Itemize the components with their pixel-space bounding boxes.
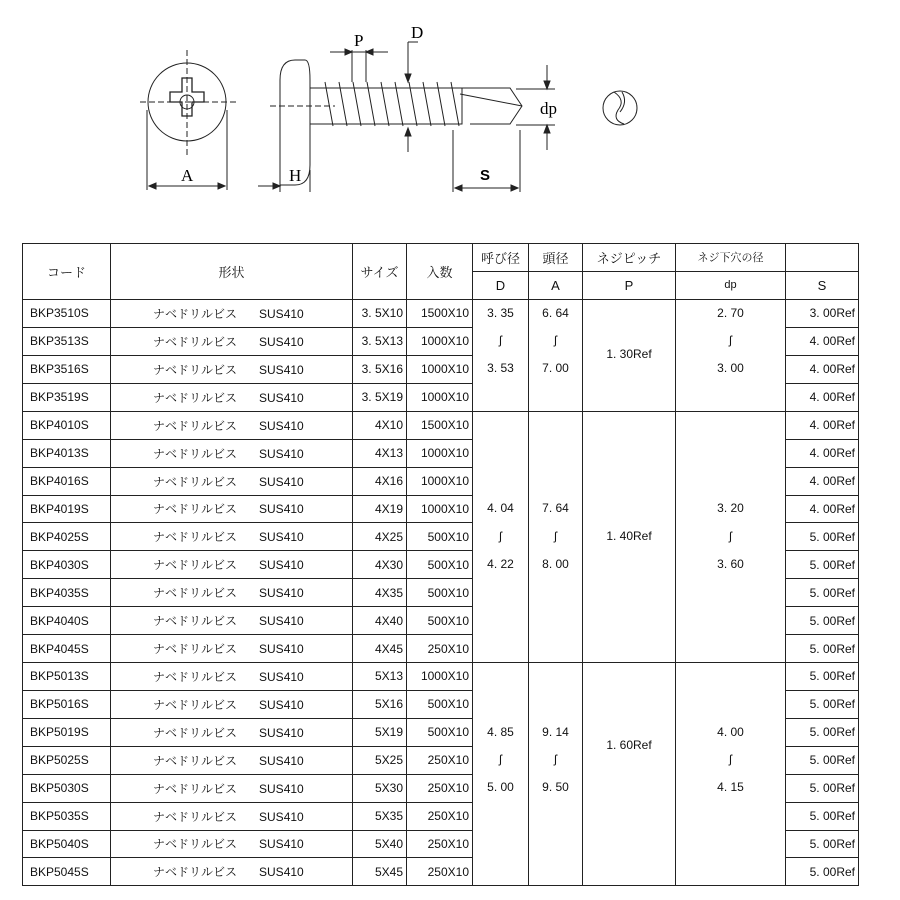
shape-name: ナベドリルビス <box>153 753 238 768</box>
cell-size: 3. 5X13 <box>353 327 407 355</box>
a-value: 9. 50 <box>542 780 569 795</box>
cell-size: 4X25 <box>353 523 407 551</box>
cell-qty: 1500X10 <box>407 411 473 439</box>
material: SUS410 <box>259 865 304 880</box>
shape-name: ナベドリルビス <box>153 558 238 573</box>
cell-code: BKP5030S <box>23 774 111 802</box>
d-value: 3. 35 <box>487 305 514 320</box>
shape-name: ナベドリルビス <box>153 586 238 601</box>
cell-size: 5X25 <box>353 746 407 774</box>
cell-dp-group <box>676 662 786 885</box>
cell-qty: 1000X10 <box>407 662 473 690</box>
cell-code: BKP3516S <box>23 355 111 383</box>
cell-p-group <box>583 411 676 662</box>
cell-code: BKP5045S <box>23 858 111 886</box>
cell-code: BKP5025S <box>23 746 111 774</box>
cell-s: 4. 00Ref <box>786 355 859 383</box>
shape-name: ナベドリルビス <box>153 502 238 517</box>
shape-name: ナベドリルビス <box>153 697 238 712</box>
material: SUS410 <box>259 530 304 545</box>
cell-size: 5X40 <box>353 830 407 858</box>
cell-shape <box>111 607 353 635</box>
cell-code: BKP5013S <box>23 662 111 690</box>
material: SUS410 <box>259 586 304 601</box>
cell-code: BKP4013S <box>23 439 111 467</box>
material: SUS410 <box>259 334 304 349</box>
cell-size: 4X10 <box>353 411 407 439</box>
cell-dp-group <box>676 411 786 662</box>
cell-shape <box>111 802 353 830</box>
range-symbol: ʃ <box>499 333 502 348</box>
header-pilot: ネジ下穴の径 <box>676 244 786 272</box>
cell-code: BKP3513S <box>23 327 111 355</box>
cell-d-group <box>473 662 529 885</box>
header-code: コード <box>23 244 111 300</box>
label-d: D <box>411 23 424 42</box>
cell-s: 3. 00Ref <box>786 299 859 327</box>
cell-code: BKP3519S <box>23 383 111 411</box>
cell-s: 5. 00Ref <box>786 551 859 579</box>
range-symbol: ʃ <box>499 752 502 767</box>
spec-table <box>22 243 859 886</box>
pitch-value: 1. 60Ref <box>606 738 652 753</box>
label-p: P <box>354 31 364 50</box>
shape-name: ナベドリルビス <box>153 306 238 321</box>
cell-shape <box>111 830 353 858</box>
drill-point <box>462 88 522 124</box>
material: SUS410 <box>259 725 304 740</box>
header-head: 頭径 <box>529 244 583 272</box>
cell-size: 4X40 <box>353 607 407 635</box>
range-symbol: ʃ <box>729 752 732 767</box>
cell-code: BKP3510S <box>23 299 111 327</box>
material: SUS410 <box>259 306 304 321</box>
cell-s: 5. 00Ref <box>786 746 859 774</box>
cell-size: 4X16 <box>353 467 407 495</box>
a-value: 9. 14 <box>542 724 569 739</box>
a-value: 7. 00 <box>542 361 569 376</box>
cell-size: 4X19 <box>353 495 407 523</box>
material: SUS410 <box>259 418 304 433</box>
cell-d-group <box>473 299 529 411</box>
cell-size: 5X35 <box>353 802 407 830</box>
table-row <box>23 662 859 690</box>
cell-shape <box>111 327 353 355</box>
material: SUS410 <box>259 809 304 824</box>
cell-code: BKP4040S <box>23 607 111 635</box>
screw-drawing <box>130 20 730 200</box>
cell-shape <box>111 718 353 746</box>
cell-s: 5. 00Ref <box>786 802 859 830</box>
cell-qty: 500X10 <box>407 690 473 718</box>
cell-s: 4. 00Ref <box>786 439 859 467</box>
label-h: H <box>289 166 302 185</box>
dp-value: 4. 00 <box>717 724 744 739</box>
material: SUS410 <box>259 502 304 517</box>
a-value: 6. 64 <box>542 305 569 320</box>
header-blank <box>786 244 859 272</box>
pitch-value: 1. 40Ref <box>606 528 652 543</box>
cell-shape <box>111 774 353 802</box>
cell-shape <box>111 299 353 327</box>
cell-qty: 250X10 <box>407 858 473 886</box>
cell-s: 5. 00Ref <box>786 662 859 690</box>
header-nominal: 呼び径 <box>473 244 529 272</box>
cell-s: 5. 00Ref <box>786 774 859 802</box>
material: SUS410 <box>259 614 304 629</box>
cell-size: 3. 5X19 <box>353 383 407 411</box>
shape-name: ナベドリルビス <box>153 446 238 461</box>
shape-name: ナベドリルビス <box>153 669 238 684</box>
cell-qty: 250X10 <box>407 802 473 830</box>
dp-value: 4. 15 <box>717 780 744 795</box>
cell-a-group <box>529 411 583 662</box>
cell-code: BKP4030S <box>23 551 111 579</box>
cell-s: 5. 00Ref <box>786 830 859 858</box>
cell-size: 5X45 <box>353 858 407 886</box>
cell-s: 5. 00Ref <box>786 718 859 746</box>
cell-qty: 500X10 <box>407 607 473 635</box>
cell-a-group <box>529 662 583 885</box>
cell-shape <box>111 551 353 579</box>
cell-code: BKP4016S <box>23 467 111 495</box>
header-dp: dp <box>676 271 786 299</box>
cell-s: 5. 00Ref <box>786 635 859 663</box>
cell-qty: 500X10 <box>407 718 473 746</box>
shape-name: ナベドリルビス <box>153 390 238 405</box>
shape-name: ナベドリルビス <box>153 334 238 349</box>
shape-name: ナベドリルビス <box>153 362 238 377</box>
point-end-view-icon <box>603 91 637 125</box>
material: SUS410 <box>259 362 304 377</box>
pitch-value: 1. 30Ref <box>606 347 652 362</box>
range-symbol: ʃ <box>554 752 557 767</box>
range-symbol: ʃ <box>729 333 732 348</box>
cell-size: 4X13 <box>353 439 407 467</box>
shape-name: ナベドリルビス <box>153 865 238 880</box>
material: SUS410 <box>259 558 304 573</box>
cell-shape <box>111 635 353 663</box>
header-d: D <box>473 271 529 299</box>
header-a: A <box>529 271 583 299</box>
dp-value: 3. 20 <box>717 501 744 516</box>
cell-s: 4. 00Ref <box>786 467 859 495</box>
material: SUS410 <box>259 669 304 684</box>
label-a: A <box>181 166 194 185</box>
material: SUS410 <box>259 474 304 489</box>
cell-qty: 500X10 <box>407 551 473 579</box>
header-shape: 形状 <box>111 244 353 300</box>
d-value: 4. 04 <box>487 501 514 516</box>
cell-qty: 250X10 <box>407 774 473 802</box>
cell-qty: 250X10 <box>407 635 473 663</box>
cell-code: BKP5040S <box>23 830 111 858</box>
material: SUS410 <box>259 642 304 656</box>
cell-size: 3. 5X16 <box>353 355 407 383</box>
header-qty: 入数 <box>407 244 473 300</box>
cell-shape <box>111 858 353 886</box>
cell-d-group <box>473 411 529 662</box>
cell-size: 3. 5X10 <box>353 299 407 327</box>
a-value: 7. 64 <box>542 501 569 516</box>
range-symbol: ʃ <box>729 528 732 543</box>
dp-value: 2. 70 <box>717 305 744 320</box>
cell-code: BKP5016S <box>23 690 111 718</box>
cell-s: 4. 00Ref <box>786 495 859 523</box>
shape-name: ナベドリルビス <box>153 474 238 489</box>
cell-size: 4X35 <box>353 579 407 607</box>
cell-size: 4X45 <box>353 635 407 663</box>
cell-shape <box>111 355 353 383</box>
cell-code: BKP5019S <box>23 718 111 746</box>
shape-name: ナベドリルビス <box>153 642 238 656</box>
cell-code: BKP4025S <box>23 523 111 551</box>
cell-qty: 1000X10 <box>407 327 473 355</box>
cell-qty: 250X10 <box>407 746 473 774</box>
shape-name: ナベドリルビス <box>153 530 238 545</box>
cell-shape <box>111 439 353 467</box>
shape-name: ナベドリルビス <box>153 809 238 824</box>
cell-size: 5X13 <box>353 662 407 690</box>
header-s: S <box>786 271 859 299</box>
header-p: P <box>583 271 676 299</box>
cell-s: 4. 00Ref <box>786 383 859 411</box>
spec-table-body <box>23 299 859 886</box>
a-value: 8. 00 <box>542 556 569 571</box>
cell-s: 5. 00Ref <box>786 523 859 551</box>
shape-name: ナベドリルビス <box>153 418 238 433</box>
cell-shape <box>111 495 353 523</box>
table-row <box>23 299 859 327</box>
range-symbol: ʃ <box>554 333 557 348</box>
cell-size: 5X16 <box>353 690 407 718</box>
cell-qty: 500X10 <box>407 579 473 607</box>
cell-p-group <box>583 299 676 411</box>
cell-shape <box>111 662 353 690</box>
cell-qty: 1000X10 <box>407 467 473 495</box>
cell-shape <box>111 523 353 551</box>
cell-s: 5. 00Ref <box>786 579 859 607</box>
material: SUS410 <box>259 697 304 712</box>
material: SUS410 <box>259 753 304 768</box>
cell-code: BKP4045S <box>23 635 111 663</box>
cell-shape <box>111 690 353 718</box>
label-s: S <box>480 167 491 184</box>
shape-name: ナベドリルビス <box>153 837 238 852</box>
shape-name: ナベドリルビス <box>153 725 238 740</box>
dp-value: 3. 00 <box>717 361 744 376</box>
cell-s: 5. 00Ref <box>786 858 859 886</box>
cell-code: BKP4010S <box>23 411 111 439</box>
cell-qty: 1000X10 <box>407 383 473 411</box>
cell-s: 4. 00Ref <box>786 411 859 439</box>
header-size: サイズ <box>353 244 407 300</box>
cell-dp-group <box>676 299 786 411</box>
cell-size: 5X30 <box>353 774 407 802</box>
material: SUS410 <box>259 837 304 852</box>
shape-name: ナベドリルビス <box>153 781 238 796</box>
d-value: 4. 22 <box>487 556 514 571</box>
cell-p-group <box>583 662 676 885</box>
cell-shape <box>111 467 353 495</box>
d-value: 5. 00 <box>487 780 514 795</box>
cell-qty: 1000X10 <box>407 439 473 467</box>
cell-a-group <box>529 299 583 411</box>
material: SUS410 <box>259 390 304 405</box>
cell-qty: 1000X10 <box>407 355 473 383</box>
cell-shape <box>111 579 353 607</box>
cell-qty: 250X10 <box>407 830 473 858</box>
cell-shape <box>111 746 353 774</box>
d-value: 4. 85 <box>487 724 514 739</box>
range-symbol: ʃ <box>554 528 557 543</box>
cell-s: 5. 00Ref <box>786 690 859 718</box>
cell-shape <box>111 383 353 411</box>
table-row <box>23 411 859 439</box>
cell-s: 5. 00Ref <box>786 607 859 635</box>
range-symbol: ʃ <box>499 528 502 543</box>
cell-shape <box>111 411 353 439</box>
dp-value: 3. 60 <box>717 556 744 571</box>
cell-s: 4. 00Ref <box>786 327 859 355</box>
thread-lines <box>325 82 459 126</box>
cell-size: 5X19 <box>353 718 407 746</box>
cell-size: 4X30 <box>353 551 407 579</box>
cell-code: BKP4035S <box>23 579 111 607</box>
cell-qty: 500X10 <box>407 523 473 551</box>
header-pitch: ネジピッチ <box>583 244 676 272</box>
label-dp: dp <box>540 99 557 118</box>
cell-qty: 1000X10 <box>407 495 473 523</box>
cell-qty: 1500X10 <box>407 299 473 327</box>
shape-name: ナベドリルビス <box>153 614 238 629</box>
cell-code: BKP5035S <box>23 802 111 830</box>
d-value: 3. 53 <box>487 361 514 376</box>
cell-code: BKP4019S <box>23 495 111 523</box>
material: SUS410 <box>259 781 304 796</box>
material: SUS410 <box>259 446 304 461</box>
